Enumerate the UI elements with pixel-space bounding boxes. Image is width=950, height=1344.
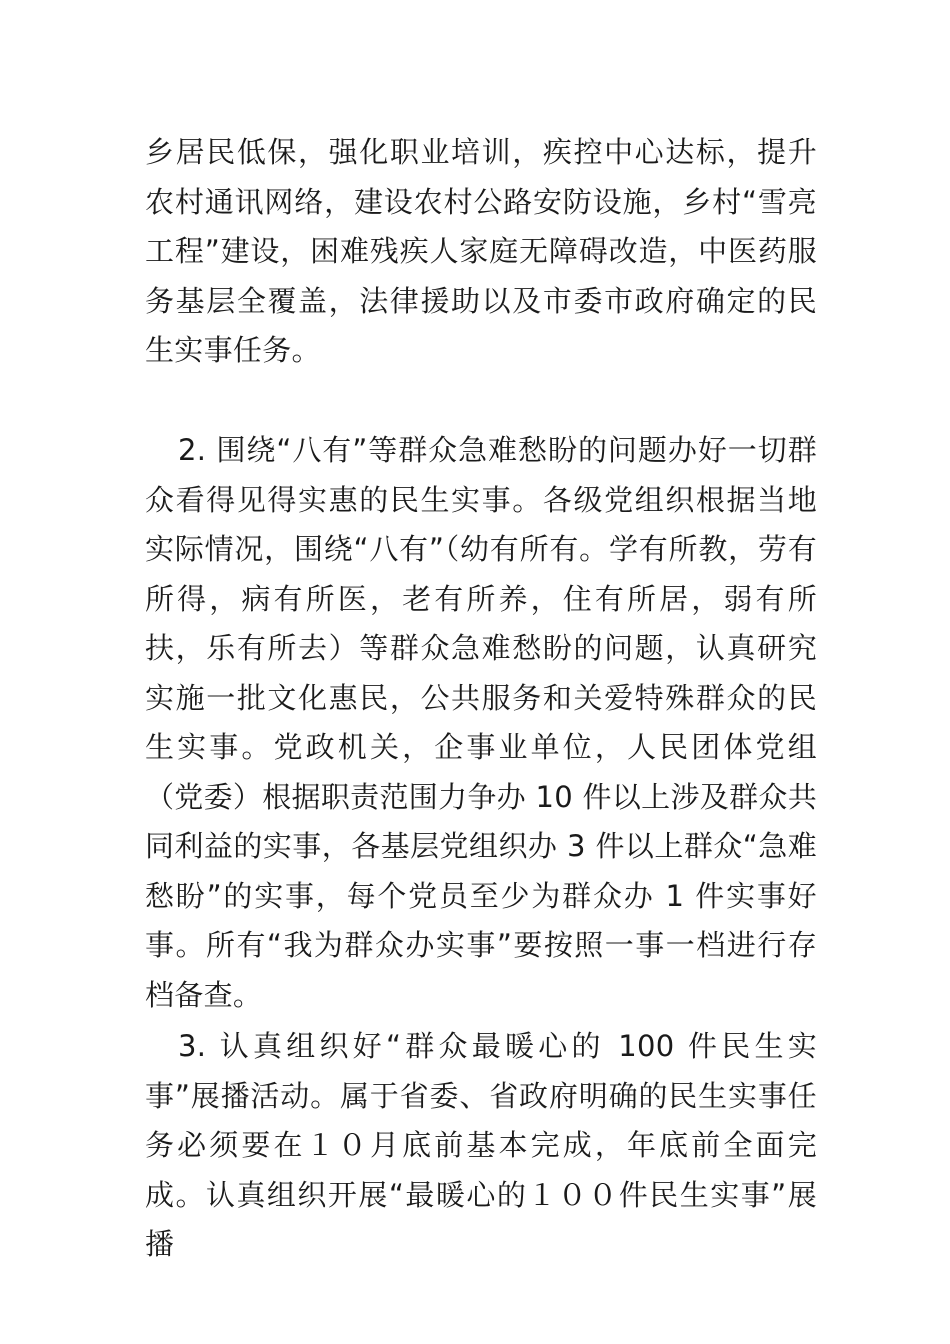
paragraph-item-3: 3. 认真组织好“群众最暖心的 100 件民生实事”展播活动。属于省委、省政府明确的民生实事任务必须要在１０月底前基本完成，年底前全面完成。认真组织开展“最暖心的１００件民生实事”展播 xyxy=(145,1029,817,1261)
paragraph-item-2: 2. 围绕“八有”等群众急难愁盼的问题办好一切群众看得见得实惠的民生实事。各级党组织根据当地实际情况，围绕“八有”（幼有所有。学有所教，劳有所得，病有所医，老有所养，住有所居，弱有所扶，乐有所去）等群众急难愁盼的问题，认真研究实施一批文化惠民，公共服务和关爱特殊群众的民生实事。党政机关，企事业单位，人民团体党组（党委）根据职责范围力争办 10 件以上涉及群众共同利益的实事，各基层党组织办 3 件以上群众“急难愁盼”的实事，每个党员至少为群众办 1 件实事好事。所有“我为群众办实事”要按照一事一档进行存档备查。 xyxy=(145,433,817,1012)
paragraph-continued: 乡居民低保，强化职业培训，疾控中心达标，提升农村通讯网络，建设农村公路安防设施，乡村“雪亮工程”建设，困难残疾人家庭无障碍改造，中医药服务基层全覆盖，法律援助以及市委市政府确定的民生实事任务。 xyxy=(145,135,817,367)
